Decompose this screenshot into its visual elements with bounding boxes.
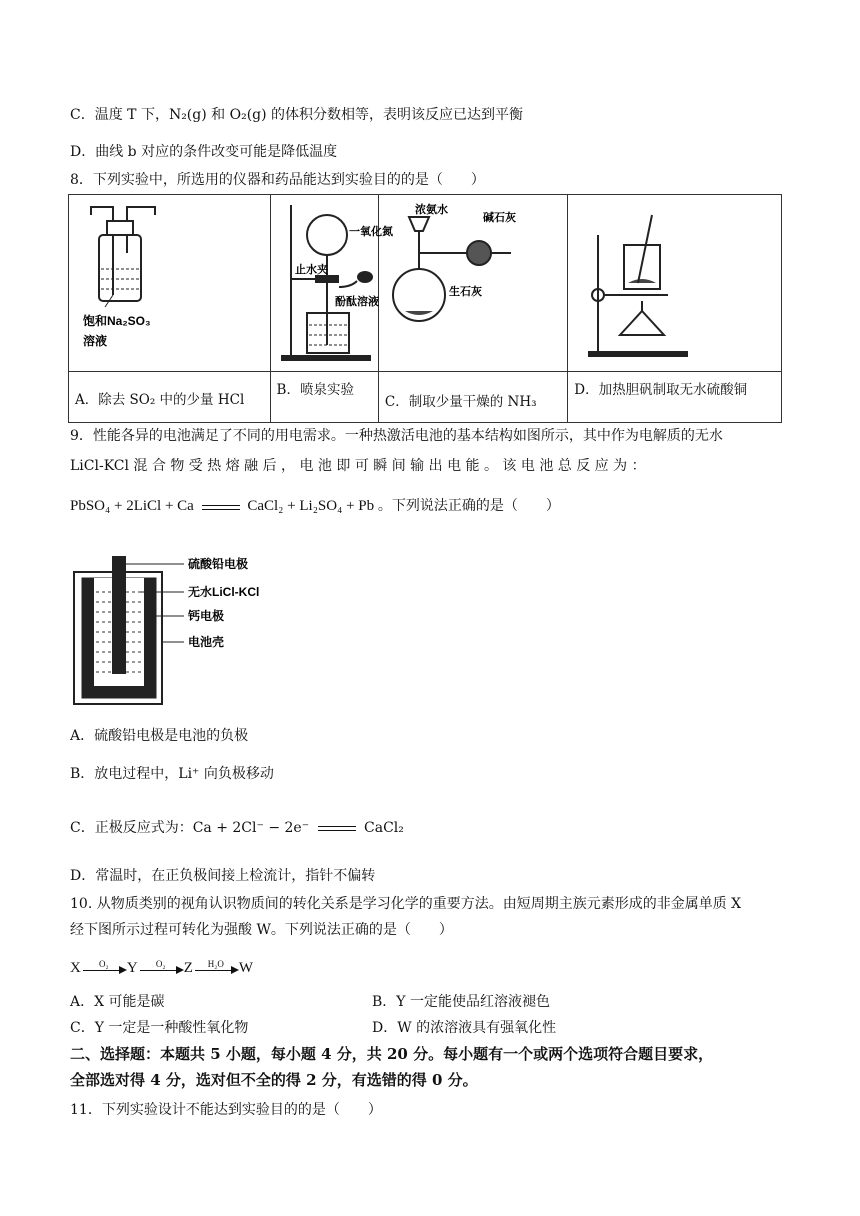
q7-option-d: D．曲线 b 对应的条件改变可能是降低温度 <box>70 144 338 160</box>
q9-reaction <box>70 496 560 516</box>
gas-wash-bottle-diagram <box>69 195 267 367</box>
reaction-right: CaCl₂ + Li₂SO₄ + Pb <box>247 498 375 514</box>
q9-option-c: C．正极反应式为：Ca + 2Cl⁻ − 2e⁻ CaCl₂ <box>70 820 404 836</box>
diagram-c-label-quicklime: 生石灰 <box>448 286 482 298</box>
q8-option-b: B．喷泉实验 <box>270 372 378 423</box>
q10-option-c: C．Y 一定是一种酸性氧化物 <box>70 1020 249 1036</box>
q10-option-d: D．W 的浓溶液具有强氧化性 <box>372 1020 557 1036</box>
diagram-b-label-no: 一氧化氮 <box>348 226 393 238</box>
q8-table <box>68 194 782 423</box>
q8-option-a: A．除去 SO₂ 中的少量 HCl <box>69 372 271 423</box>
label-pbso4-electrode: 硫酸铅电极 <box>188 557 249 571</box>
q8-stem: 8．下列实验中，所选用的仪器和药品能达到实验目的的是（ ） <box>70 172 485 188</box>
arrow-icon: O₂ <box>138 960 184 978</box>
heating-diagram <box>568 195 778 367</box>
q9-option-b: B．放电过程中，Li⁺ 向负极移动 <box>70 766 274 782</box>
battery-diagram <box>72 552 292 708</box>
arrow-icon: H₂O <box>193 960 239 978</box>
q10-option-b: B．Y 一定能使品红溶液褪色 <box>372 994 550 1010</box>
diagram-b-label-phenol: 酚酞溶液 <box>334 296 379 308</box>
q8-diagram-b <box>270 195 393 372</box>
reaction-tail: 。下列说法正确的是（ ） <box>377 498 560 514</box>
arrow-icon: O₂ <box>81 960 127 978</box>
q8-diagram-a <box>69 195 271 372</box>
diagram-c-label-ammonia: 浓氨水 <box>414 204 448 216</box>
diagram-a-label: 饱和Na₂SO₃ <box>83 314 151 328</box>
diagram-c-label-lime: 碱石灰 <box>482 212 516 224</box>
q10-conversion-chain: X O₂ Y O₂ Z H₂O W <box>70 958 254 976</box>
q8-option-c: C．制取少量干燥的 NH₃ <box>378 372 567 423</box>
q7-option-c: C．温度 T 下，N₂(g) 和 O₂(g) 的体积分数相等，表明该反应已达到平衡 <box>70 107 524 123</box>
q10-option-a: A．X 可能是碳 <box>70 994 165 1010</box>
diagram-a-label: 溶液 <box>83 334 108 348</box>
ammonia-prep-diagram <box>379 195 565 367</box>
label-electrolyte: 无水LiCl-KCl <box>188 585 260 599</box>
equals-sign <box>198 500 244 514</box>
q10-stem-line1: 10. 从物质类别的视角认识物质间的转化关系是学习化学的重要方法。由短周期主族元素形成的非金属单质 X <box>70 896 742 912</box>
section2-heading-line2: 全部选对得 4 分，选对但不全的得 2 分，有选错的得 0 分。 <box>70 1071 478 1089</box>
q9-stem-line2: LiCl-KCl 混 合 物 受 热 熔 融 后 ， 电 池 即 可 瞬 间 输 出 电 能 。 该 电 池 总 反 应 为 ： <box>70 458 646 474</box>
label-ca-electrode: 钙电极 <box>188 609 225 623</box>
q10-stem-line2: 经下图所示过程可转化为强酸 W。下列说法正确的是（ ） <box>70 922 453 938</box>
equals-sign <box>314 821 360 835</box>
diagram-b-label-clamp: 止水夹 <box>294 264 328 276</box>
section2-heading-line1: 二、选择题：本题共 5 小题，每小题 4 分，共 20 分。每小题有一个或两个选项符合题目要求， <box>70 1045 714 1063</box>
q8-diagram-c <box>378 195 567 372</box>
fountain-experiment-diagram <box>271 195 393 367</box>
q9-option-a: A．硫酸铅电极是电池的负极 <box>70 728 249 744</box>
reaction-left: PbSO₄ + 2LiCl + Ca <box>70 498 194 514</box>
q8-option-d: D．加热胆矾制取无水硫酸铜 <box>568 372 782 423</box>
label-battery-shell: 电池壳 <box>188 635 225 649</box>
q9-option-d: D．常温时，在正负极间接上检流计，指针不偏转 <box>70 868 376 884</box>
q11-stem: 11．下列实验设计不能达到实验目的的是（ ） <box>70 1102 382 1118</box>
q9-stem-line1: 9．性能各异的电池满足了不同的用电需求。一种热激活电池的基本结构如图所示，其中作为电解质的无水 <box>70 428 723 444</box>
q8-diagram-d <box>568 195 782 372</box>
